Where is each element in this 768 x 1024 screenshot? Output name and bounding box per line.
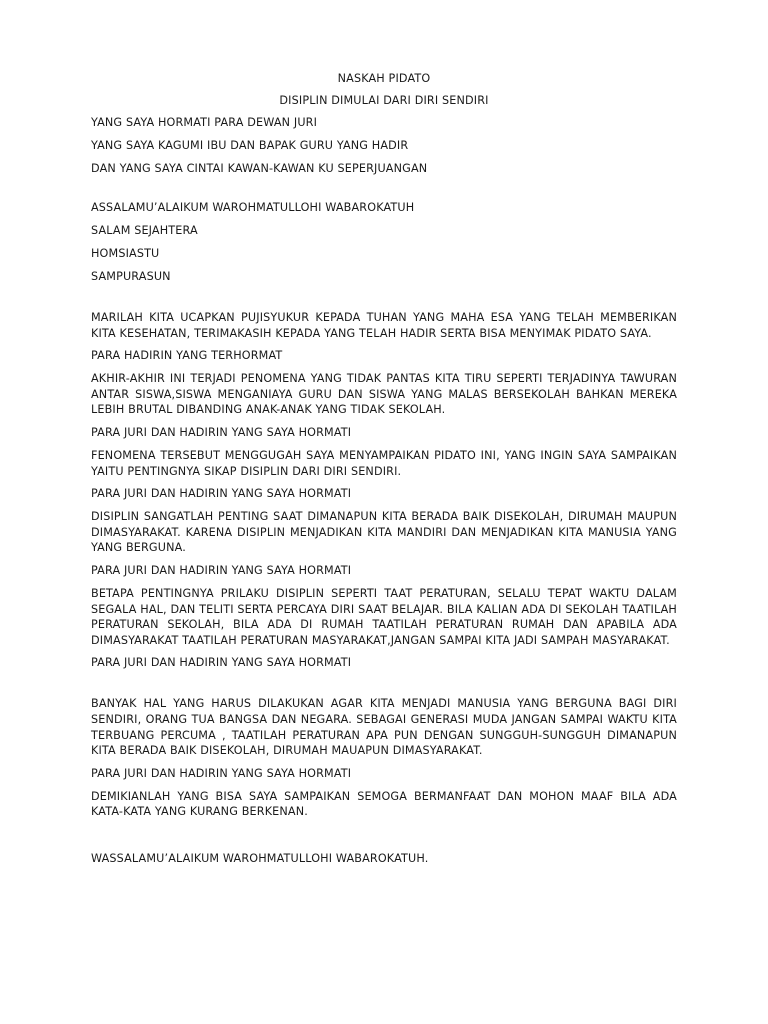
body-paragraph: FENOMENA TERSEBUT MENGGUGAH SAYA MENYAMPAIKAN PIDATO INI, YANG INGIN SAYA SAMPAIKAN YAITU PENTINGNYA SIKAP DISIPLIN DARI DIRI SENDIRI. — [91, 448, 677, 478]
document-page — [91, 71, 677, 874]
salutation-line: SALAM SEJAHTERA — [91, 224, 198, 237]
address-line: PARA HADIRIN YANG TERHORMAT — [91, 349, 283, 363]
spacer — [91, 827, 677, 851]
greeting-line: DAN YANG SAYA CINTAI KAWAN-KAWAN KU SEPERJUANGAN — [91, 162, 428, 175]
address-line: PARA JURI DAN HADIRIN YANG SAYA HORMATI — [91, 487, 352, 501]
address-line: PARA JURI DAN HADIRIN YANG SAYA HORMATI — [91, 563, 352, 577]
address-line: PARA JURI DAN HADIRIN YANG SAYA HORMATI — [91, 656, 352, 670]
body-paragraph: MARILAH KITA UCAPKAN PUJISYUKUR KEPADA TUHAN YANG MAHA ESA YANG TELAH MEMBERIKAN KITA KESEHATAN, TERIMAKASIH KEPADA YANG TELAH HADIR SERTA BISA MENYIMAK PIDATO SAYA. — [91, 311, 677, 340]
document-subtitle: DISIPLIN DIMULAI DARI DIRI SENDIRI — [279, 94, 489, 107]
salutation-line: ASSALAMU’ALAIKUM WAROHMATULLOHI WABAROKATUH — [91, 201, 415, 214]
body-paragraph: DEMIKIANLAH YANG BISA SAYA SAMPAIKAN SEMOGA BERMANFAAT DAN MOHON MAAF BILA ADA KATA-KATA YANG KURANG BERKENAN. — [91, 789, 677, 819]
spacer — [91, 184, 677, 200]
body-paragraph: DISIPLIN SANGATLAH PENTING SAAT DIMANAPUN KITA BERADA BAIK DISEKOLAH, DIRUMAH MAUPUN DIMASYARAKAT. KARENA DISIPLIN MENJADIKAN KITA MANDIRI DAN MENJADIKAN KITA MANUSIA YANG YANG BERGUNA. — [91, 510, 677, 555]
spacer — [91, 292, 677, 310]
document-title: NASKAH PIDATO — [337, 72, 431, 85]
spacer — [91, 678, 677, 696]
salutation-line: SAMPURASUN — [91, 270, 171, 283]
closing-salutation: WASSALAMU’ALAIKUM WAROHMATULLOHI WABAROKATUH. — [91, 851, 429, 865]
greeting-line: YANG SAYA KAGUMI IBU DAN BAPAK GURU YANG HADIR — [91, 139, 409, 152]
address-line: PARA JURI DAN HADIRIN YANG SAYA HORMATI — [91, 425, 352, 439]
body-paragraph: AKHIR-AKHIR INI TERJADI PENOMENA YANG TIDAK PANTAS KITA TIRU SEPERTI TERJADINYA TAWURAN ANTAR SISWA,SISWA MENGANIAYA GURU DAN SISWA YANG MALAS BERSEKOLAH BAHKAN MEREKA LEBIH BRUTAL DIBANDING ANAK-ANAK YANG TIDAK SEKOLAH. — [91, 372, 677, 417]
salutation-line: HOMSIASTU — [91, 247, 160, 260]
greeting-line: YANG SAYA HORMATI PARA DEWAN JURI — [91, 116, 318, 129]
body-paragraph: BANYAK HAL YANG HARUS DILAKUKAN AGAR KITA MENJADI MANUSIA YANG BERGUNA BAGI DIRI SENDIRI, ORANG TUA BANGSA DAN NEGARA. SEBAGAI GENERASI MUDA JANGAN SAMPAI WAKTU KITA TERBUANG PERCUMA , TAATILAH PERATURAN APA PUN DENGAN SUNGGUH-SUNGGUH DIMANAPUN KITA BERADA BAIK DISEKOLAH, DIRUMAH MAUAPUN DIMASYARAKAT. — [91, 697, 677, 758]
body-paragraph: BETAPA PENTINGNYA PRILAKU DISIPLIN SEPERTI TAAT PERATURAN, SELALU TEPAT WAKTU DALAM SEGALA HAL, DAN TELITI SERTA PERCAYA DIRI SAAT BELAJAR. BILA KALIAN ADA DI SEKOLAH TAATILAH PERATURAN SEKOLAH, BILA ADA DI RUMAH TAATILAH PERATURAN RUMAH DAN APABILA ADA DIMASYARAKAT TAATILAH PERATURAN MASYARAKAT,JANGAN SAMPAI KITA JADI SAMPAH MASYARAKAT. — [91, 586, 677, 647]
address-line: PARA JURI DAN HADIRIN YANG SAYA HORMATI — [91, 766, 352, 780]
